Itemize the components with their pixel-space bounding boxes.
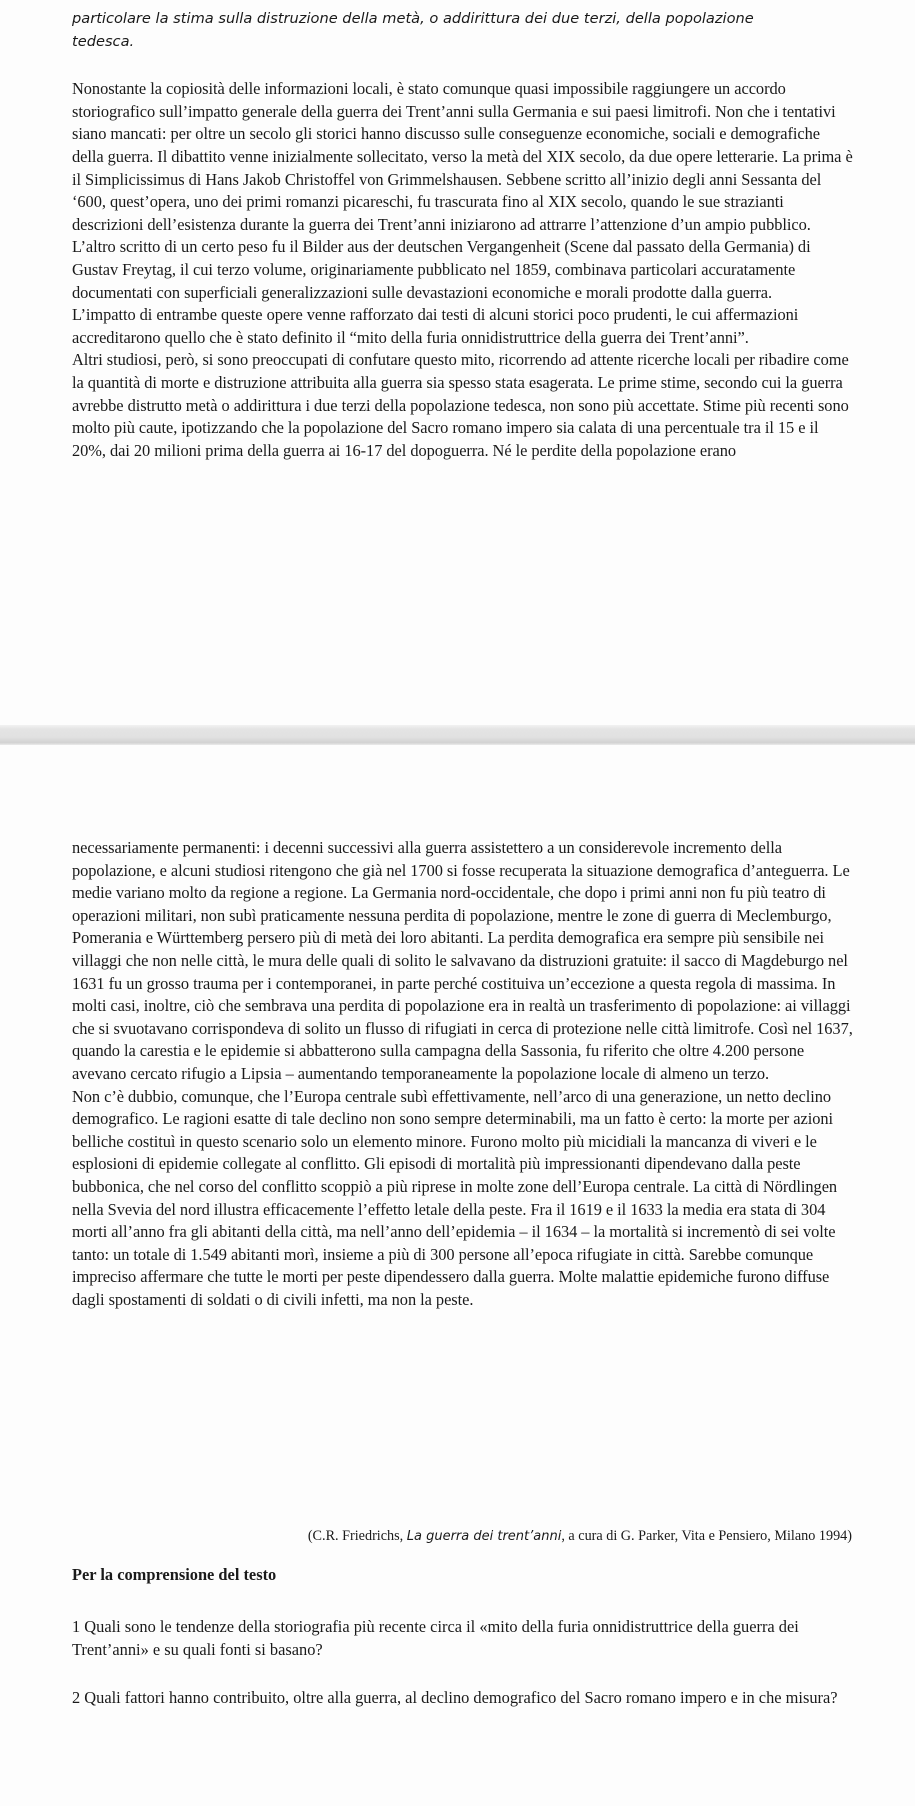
italic-intro-line: particolare la stima sulla distruzione della metà, o addirittura dei due terzi, della popolazione: [72, 10, 754, 27]
citation-book-title: La guerra dei trent’anni: [406, 1529, 562, 1544]
citation-prefix: (C.R. Friedrichs,: [307, 1528, 407, 1544]
paragraph-other-scholars: Altri studiosi, però, si sono preoccupati di confutare questo mito, ricorrendo ad attente ricerche locali per ribadire come la quantità di morte e distruzione attribuita alla guerra sia spesso stata esagerata. Le prime stime, secondo cui la guerra avrebbe distrutto metà o addirittura i due terzi della popolazione tedesca, non sono più accettate. Stime più recenti sono molto più caute, ipotizzando che la popolazione del Sacro romano impero sia calata di una percentuale tra il 15 e il 20%, dai 20 milioni prima della guerra ai 16-17 del dopoguerra. Né le perdite della popolazione erano: [72, 350, 849, 460]
paragraph-demographic-decline: Non c’è dubbio, comunque, che l’Europa centrale subì effettivamente, nell’arco di una generazione, un netto declino demografico. Le ragioni esatte di tale declino non sono sempre determinabili, ma un fatto è certo: la morte per azioni belliche costituì in questo scenario solo un elemento minore. Furono molto più micidiali la mancanza di viveri e le esplosioni di epidemie collegate al conflitto. Gli episodi di mortalità più impressionanti dipendevano dalla peste bubbonica, che nel corso del conflitto scoppiò a più riprese in molte zone dell’Europa centrale. La città di Nördlingen nella Svevia del nord illustra efficacemente l’effetto letale della peste. Fra il 1619 e il 1633 la media era stata di 304 morti all’anno fra gli abitanti della città, ma nell’anno dell’epidemia – il 1634 – la mortalità si incrementò di sei volte tanto: un totale di 1.549 abitanti morì, insieme a più di 300 persone all’epoca rifugiate in città. Sarebbe comunque impreciso affermare che tutte le morti per peste dipendessero dalla guerra. Molte malattie epidemiche furono diffuse dagli spostamenti di soldati o di civili infetti, ma non la peste.: [72, 1086, 838, 1309]
source-citation: [308, 1526, 852, 1547]
page-break-separator: [0, 725, 915, 745]
comprehension-question-1: 1 Quali sono le tendenze della storiografia più recente circa il «mito della furia onnidistruttrice della guerra dei Trent’anni» e su quali fonti si basano?: [72, 1617, 799, 1659]
document-page-2: [0, 745, 915, 1806]
comprehension-heading: Per la comprensione del testo: [72, 1565, 277, 1584]
paragraph-myth-impact: L’impatto di entrambe queste opere venne rafforzato dai testi di alcuni storici poco prudenti, le cui affermazioni accreditarono quello che è stato definito il “mito della furia onnidistruttrice della guerra dei Trent’anni”.: [72, 305, 799, 347]
page-1-content: [72, 8, 854, 462]
page-2-content: [72, 837, 854, 1311]
comprehension-question-2: 2 Quali fattori hanno contribuito, oltre alla guerra, al declino demografico del Sacro romano impero e in che misura?: [72, 1688, 838, 1707]
citation-suffix: , a cura di G. Parker, Vita e Pensiero, Milano 1994): [561, 1528, 852, 1544]
paragraph-historiographic-debate: Nonostante la copiosità delle informazioni locali, è stato comunque quasi impossibile raggiungere un accordo storiografico sull’impatto generale della guerra dei Trent’anni sulla Germania e sui paesi limitrofi. Non che i tentativi siano mancati: per oltre un secolo gli storici hanno discusso sulle conseguenze economiche, sociali e demografiche della guerra. Il dibattito venne inizialmente sollecitato, verso la metà del XIX secolo, da due opere letterarie. La prima è il Simplicissimus di Hans Jakob Christoffel von Grimmelshausen. Sebbene scritto all’inizio degli anni Sessanta del ‘600, quest’opera, uno dei primi romanzi picareschi, fu trascurata fino al XIX secolo, quando le sue strazianti descrizioni dell’esistenza durante la guerra dei Trent’anni iniziarono ad attrarre l’attenzione d’un ampio pubblico. L’altro scritto di un certo peso fu il Bilder aus der deutschen Vergangenheit (Scene dal passato della Germania) di Gustav Freytag, il cui terzo volume, originariamente pubblicato nel 1859, combinava particolari accuratamente documentati con superficiali generalizzazioni sulle devastazioni economiche e morali prodotte dalla guerra.: [72, 79, 853, 302]
paragraph-population-recovery: necessariamente permanenti: i decenni successivi alla guerra assistettero a un considerevole incremento della popolazione, e alcuni studiosi ritengono che già nel 1700 si fosse recuperata la situazione demografica d’anteguerra. Le medie variano molto da regione a regione. La Germania nord-occidentale, che dopo i primi anni non fu più teatro di operazioni militari, non subì praticamente nessuna perdita di popolazione, mentre le zone di guerra di Meclemburgo, Pomerania e Württemberg persero più di metà dei loro abitanti. La perdita demografica era sempre più sensibile nei villaggi che non nelle città, le mura delle quali di solito le salvavano da distruzioni gratuite: il sacco di Magdeburgo nel 1631 fu un grosso trauma per i contemporanei, in parte perché costituiva un’eccezione a questa regola di massima. In molti casi, inoltre, ciò che sembrava una perdita di popolazione era in realtà un trasferimento di popolazione: ai villaggi che si svuotavano corrispondeva di solito un flusso di rifugiati in cerca di protezione nelle città limitrofe. Così nel 1637, quando la carestia e le epidemie si abbatterono sulla campagna della Sassonia, fu riferito che oltre 4.200 persone avevano cercato rifugio a Lipsia – aumentando temporaneamente la popolazione locale di almeno un terzo.: [72, 838, 853, 1083]
document-page-1: [0, 0, 915, 725]
italic-intro-line-end: tedesca.: [72, 32, 135, 50]
